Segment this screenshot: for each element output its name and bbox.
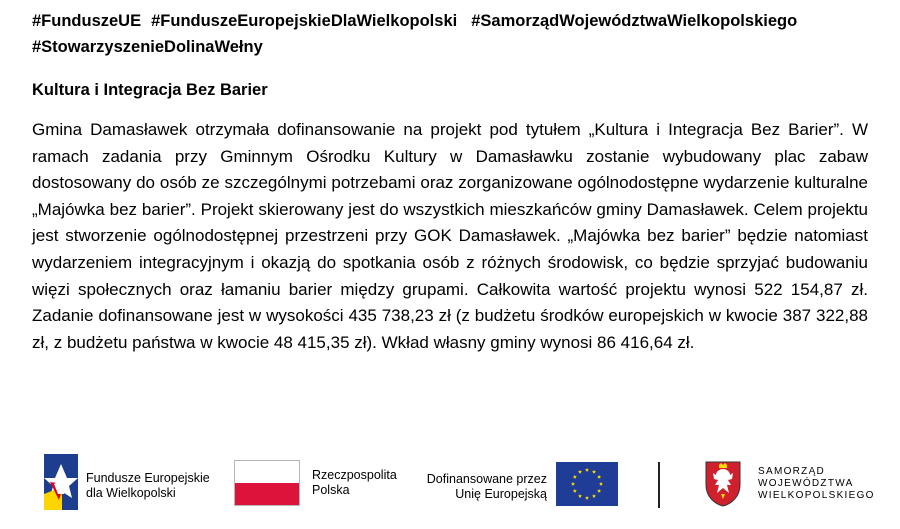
hashtags	[32, 8, 882, 60]
ue-line2: Unię Europejską	[455, 487, 547, 501]
wielkopolska-coat-of-arms-icon	[705, 461, 741, 507]
logo-bar	[0, 448, 900, 528]
sw-line2: WOJEWÓDZTWA	[758, 478, 854, 489]
fe-line2: dla Wielkopolski	[86, 486, 176, 500]
sw-line3: WIELKOPOLSKIEGO	[758, 490, 875, 501]
rp-line2: Polska	[312, 483, 350, 497]
samorzad-logo	[0, 448, 900, 528]
ue-line1: Dofinansowane przez	[426, 472, 547, 486]
hashtag-fundusze-europejskie[interactable]: #FunduszeEuropejskieDlaWielkopolski	[151, 12, 458, 30]
hashtag-samorzad[interactable]: #SamorządWojewództwaWielkopolskiego	[471, 12, 798, 30]
fe-line1: Fundusze Europejskie	[86, 471, 210, 485]
article-title: Kultura i Integracja Bez Barier	[32, 81, 268, 99]
hashtag-fundusze-ue[interactable]: #FunduszeUE	[32, 12, 142, 30]
article-body: Gmina Damasławek otrzymała dofinansowanie na projekt pod tytułem „Kultura i Integracja Bez Barier”. W ramach zadania przy Gminnym Ośrodku Kultury w Damasławku zostanie wybudowany plac zabaw dostosowany do osób ze szczególnymi potrzebami oraz zorganizowane ogólnodostępne wydarzenie kulturalne „Majówka bez barier”. Projekt skierowany jest do wszystkich mieszkańców gminy Damasławek. Celem projektu jest stworzenie ogólnodostępnej przestrzeni przy GOK Damasławek. „Majówka bez barier” będzie natomiast wydarzeniem integracyjnym i okazją do spotkania osób z różnych środowisk, co będzie sprzyjać budowaniu więzi społecznych oraz łamaniu barier między grupami. Całkowita wartość projektu wynosi 522 154,87 zł. Zadanie dofinansowane jest w wysokości 435 738,23 zł (z budżetu środków europejskich w kwocie 387 322,88 zł, z budżetu państwa w kwocie 48 415,35 zł). Wkład własny gminy wynosi 86 416,64 zł.	[32, 120, 868, 352]
sw-line1: SAMORZĄD	[758, 466, 826, 477]
hashtag-stowarzyszenie[interactable]: #StowarzyszenieDolinaWełny	[32, 38, 263, 56]
rp-line1: Rzeczpospolita	[312, 468, 397, 482]
